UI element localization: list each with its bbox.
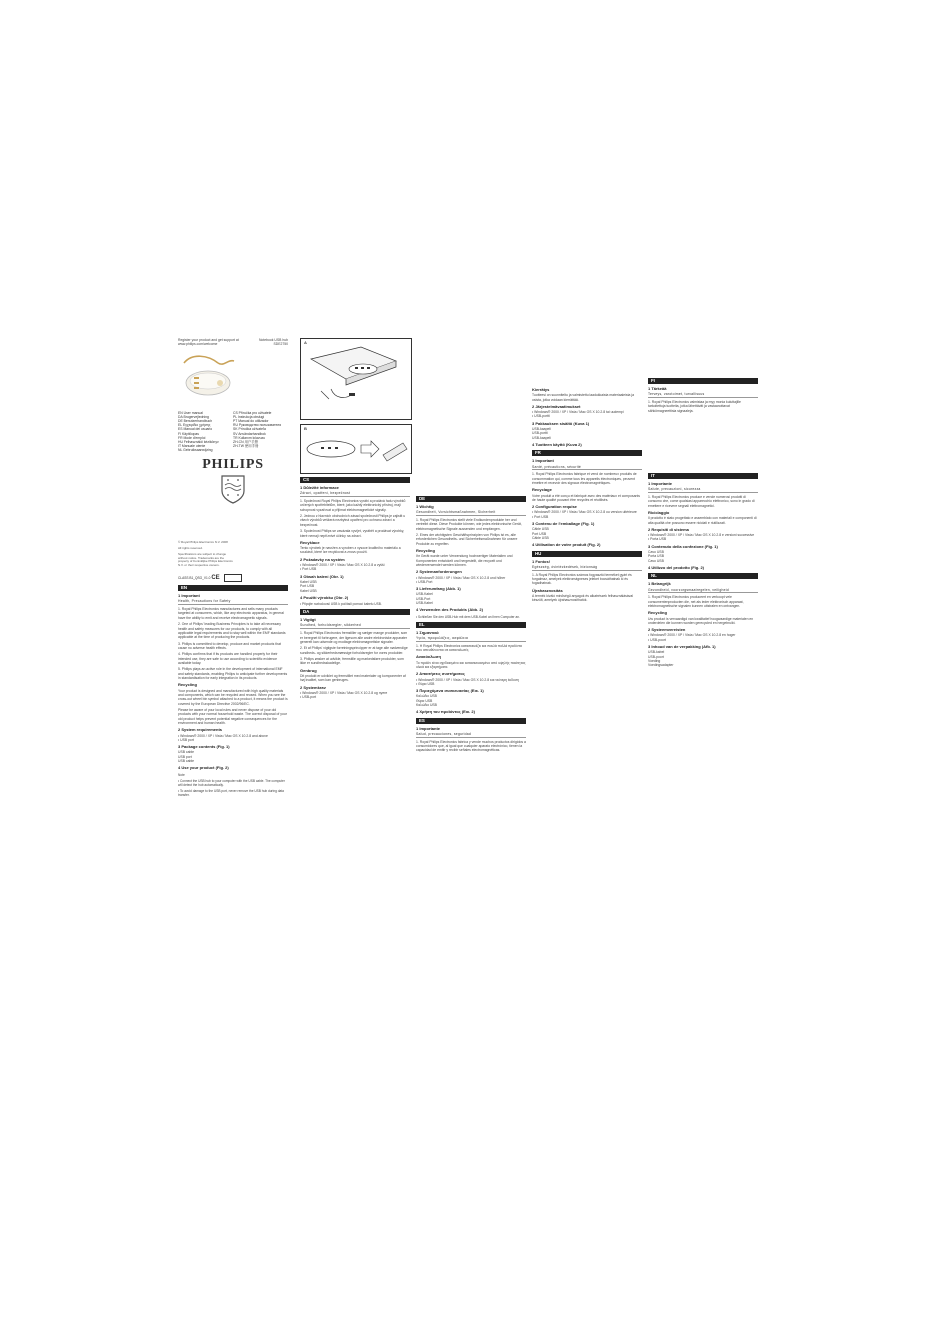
el-requirement: • Windows® 2000 / XP / Vista / Mac OS X 10.2.8 και νεότερη έκδοση — [416, 677, 519, 682]
el-heading-4: 4 Χρήση του προϊόντος (Εικ. 2) — [416, 709, 475, 715]
fi-subheading: Terveys, varotoimet, turvallisuus — [648, 392, 758, 398]
fr-heading-3: 3 Contenu de l'emballage (Fig. 1) — [532, 521, 595, 527]
figure-a — [300, 338, 412, 420]
cs-heading-3: 3 Obsah balení (Obr. 1) — [300, 573, 344, 579]
it-recycling-heading: Riciclaggio — [648, 509, 670, 515]
section-fr: FR — [532, 450, 642, 456]
nl-heading-2: 2 Systeemvereisten — [648, 627, 686, 633]
it-requirement-2: • Porta USB — [648, 537, 667, 542]
tagline-line2: www.philips.com/welcome — [178, 342, 218, 347]
fr-p1: 1. Royal Philips Electronics fabrique et vend de nombreux produits de consommation qui, comme tous les appareils électroniques, peuvent émettre et recevoir des signaux électromagnétiques. — [532, 472, 637, 485]
section-en: EN — [178, 585, 288, 591]
cs-heading-2: 2 Požadavky na systém — [300, 556, 345, 562]
section-hu: HU — [532, 551, 642, 557]
en-content-item: USB cable — [178, 750, 195, 755]
da-subheading: Sundhed, forholdsregler, sikkerhed — [300, 623, 410, 629]
it-content-item: Cavo USB — [648, 550, 664, 555]
en-recycling: Your product is designed and manufactured with high quality materials and components, which can be recycled and reused. When you see the cross-out wheel bin symbol attached to a product, it means the product is covered by the European Directive 2002/96/EC. — [178, 688, 288, 706]
da-requirement-2: • USB-port — [300, 695, 317, 700]
en-requirement-2: • USB port — [178, 737, 194, 742]
lang-item: DE Benutzerhandbuch — [178, 419, 213, 423]
specs-line1: Specifications are subject to change — [178, 551, 227, 556]
en-p1: 1. Royal Philips Electronics manufactures and sells many products targeted at consumers, which, like any electronic apparatus, in general have the ability to emit and receive electromagnetic signals. — [178, 607, 284, 620]
de-heading-2: 2 Systemanforderungen — [416, 569, 462, 575]
nl-recycling: Uw product is vervaardigd van kwalitatief hoogwaardige materialen en onderdelen die kunnen worden gerecycled en hergebruikt. — [648, 616, 754, 625]
cs-content-item: Kabel USB — [300, 588, 317, 593]
en-disposal: Please be aware of your local rules and never dispose of your old products with your normal household waste. The correct disposal of your old product helps prevent potential negative consequences for the environment and human health. — [178, 708, 287, 725]
section-de: DE — [416, 496, 526, 502]
compliance-row — [178, 574, 288, 582]
de-requirement-2: • USB-Port — [416, 579, 433, 584]
de-content-item: USB-Kabel — [416, 601, 433, 606]
it-content-item: Porta USB — [648, 554, 665, 559]
fr-recycling-heading: Recyclage — [532, 487, 552, 493]
language-list — [178, 411, 288, 453]
column-3 — [416, 338, 526, 755]
figure-b-drawing — [301, 425, 411, 473]
it-heading-4: 4 Utilizzo del prodotto (Fig. 2) — [648, 564, 704, 570]
class-code: CLASS B1_QSG_V1.0 — [178, 575, 211, 580]
hu-subheading: Egészség, óvintézkedések, biztonság — [532, 565, 642, 571]
el-heading-3: 3 Περιεχόμενα συσκευασίας (Εικ. 1) — [416, 688, 484, 694]
fr-content-item: Câble USB — [532, 527, 549, 532]
hu-p1: 1. A Royal Philips Electronics számos fogyasztói terméket gyárt és forgalmaz, amelyek elektromágneses jeleket bocsáthatnak ki és fogadhatnak. — [532, 572, 632, 586]
nl-content-item: USB-kabel — [648, 650, 665, 655]
lang-item: FR Mode d'emploi — [178, 435, 206, 440]
fr-requirement-2: • Port USB — [532, 514, 549, 519]
figure-a-label: A — [304, 340, 307, 345]
nl-content-item: USB-poort — [648, 654, 664, 659]
section-fi: FI — [648, 378, 758, 384]
philips-shield-icon — [220, 473, 246, 505]
el-requirement-2: • Θύρα USB — [416, 681, 435, 686]
cs-subheading: Zdraví, opatření, bezpečnost — [300, 491, 410, 497]
fi-heading-3: 3 Pakkauksen sisältö (Kuva 1) — [532, 420, 590, 426]
lang-item: PT Manual do utilizador — [233, 419, 269, 423]
lang-item: ES Manual del usuario — [178, 427, 213, 432]
cs-content-item: Kabel USB — [300, 579, 317, 584]
cs-p3: 3. Společnost Philips se zavázala vyvíjet, vyrábět a prodávat výrobky, které nemají nepříznivé účinky na zdraví. — [300, 529, 405, 538]
section-it: IT — [648, 473, 758, 479]
lang-item: ZH-TW 使用手冊 — [233, 444, 259, 449]
de-heading-3: 3 Lieferumfang (Abb. 1) — [416, 586, 461, 592]
cs-requirement-2: • Port USB — [300, 567, 317, 572]
es-p1: 1. Royal Philips Electronics fabrica y vende muchos productos dirigidos a consumidores que, al igual que cualquier aparato electrónico, tienen la capacidad de emitir y recibir señales electromagnéticas. — [416, 739, 526, 753]
en-note-heading: Note — [178, 772, 185, 777]
en-p2: 2. One of Philips' leading Business Principles is to take all necessary health and safety measures for our products, to comply with all applicable legal requirements and to stay well within the EMF standards applicable at the time of producing the products. — [178, 622, 286, 640]
nl-p1: 1. Royal Philips Electronics produceert en verkoopt vele consumentenproducten die, net als ieder elektronisch apparaat, elektromagnetische signalen kunnen uitstralen en ontvangen. — [648, 595, 744, 608]
fi-requirement: • Windows® 2000 / XP / Vista / Mac OS X 10.2.8 tai uudempi — [532, 410, 624, 415]
en-p5: 5. Philips plays an active role in the development of international EMF and safety standards, enabling Philips to anticipate further developments in standardisation for early integration in its products. — [178, 667, 288, 681]
de-recycling: Ihr Gerät wurde unter Verwendung hochwertiger Materialien und Komponenten entwickelt und hergestellt, die recycelt und wiederverwendet werden können. — [416, 554, 513, 567]
de-heading-4: 4 Verwenden des Produkts (Abb. 2) — [416, 607, 483, 613]
figure-b-label: B — [304, 426, 307, 431]
it-p1: 1. Royal Philips Electronics produce e vende numerosi prodotti di consumo che, come qualsiasi apparecchio elettronico, sono in grado di emettere e ricevere segnali elettromagnetici. — [648, 495, 755, 508]
de-content-item: USB-Kabel — [416, 592, 433, 597]
de-p2: 2. Eines der wichtigsten Geschäftsprinzipien von Philips ist es, alle erforderlichen Gesundheits- und Sicherheitsmaßnahmen für unsere Produkte zu ergreifen. — [416, 533, 518, 546]
lang-item: ZH-CN 用户手册 — [233, 440, 259, 445]
nl-heading-3: 3 Inhoud van de verpakking (Afb. 1) — [648, 644, 716, 649]
it-subheading: Salute, precauzioni, sicurezza — [648, 487, 758, 493]
footer-block — [178, 541, 288, 582]
lang-item: SV Användarhandbok — [233, 431, 266, 436]
lang-item: TR Kullanım kılavuzu — [233, 435, 266, 440]
ce-mark-icon: CE — [211, 574, 220, 581]
da-p2: 2. Et af Philips' vigtigste forretningsprincipper er at tage alle nødvendige sundheds- og sikkerhedsmæssige forholdsregler for vores produkter. — [300, 646, 408, 655]
nl-heading-1: 1 Belangrijk — [648, 581, 671, 587]
column-2 — [300, 338, 410, 699]
el-heading-1: 1 Σημαντικό — [416, 629, 439, 635]
en-heading-4: 4 Use your product (Fig. 2) — [178, 765, 229, 771]
cs-requirement: • Windows® 2000 / XP / Vista / Mac OS X 10.2.8 a vyšší — [300, 563, 385, 568]
fr-subheading: Santé, précautions, sécurité — [532, 465, 642, 471]
en-content-item: USB port — [178, 754, 192, 759]
column-4 — [532, 338, 642, 605]
el-content-item: Καλώδιο USB — [416, 694, 437, 699]
fi-heading-2: 2 Järjestelmävaatimukset — [532, 403, 581, 409]
copyright: © Royal Philips Electronics N.V. 2008 — [178, 539, 228, 544]
fi-recycling: Tuotteesi on suunniteltu ja valmistettu laadukkaista materiaaleista ja osista, jotka voidaan kierrättää. — [532, 393, 635, 402]
it-recycling: Il prodotto è stato progettato e assemblato con materiali e componenti di alta qualità che possono essere riciclati e riutilizzati. — [648, 516, 757, 525]
da-requirement: • Windows® 2000 / XP / Vista / Mac OS X 10.2.8 og nyere — [300, 690, 388, 695]
fr-recycling: Votre produit a été conçu et fabriqué avec des matériaux et composants de haute qualité pouvant être recyclés et réutilisés. — [532, 493, 640, 502]
el-content-item: Θύρα USB — [416, 698, 433, 703]
it-heading-3: 3 Contenuto della confezione (Fig. 1) — [648, 543, 718, 549]
specs-line4: N.V. or their respective owners. — [178, 563, 220, 568]
lang-item: EL Εγχειρίδιο χρήσης — [178, 423, 211, 428]
fi-content-item: USB-portti — [532, 431, 548, 436]
en-note-2: • To avoid damage to the USB port, never remove the USB hub during data transfer. — [178, 788, 284, 797]
it-heading-2: 2 Requisiti di sistema — [648, 526, 689, 532]
fi-requirement-2: • USB-portti — [532, 414, 550, 419]
fi-content-item: USB-kaapeli — [532, 427, 551, 432]
cs-p1: 1. Společnost Royal Philips Electronics vyrábí a prodává řadu výrobků určených spotřebitelům, které, jako každý elektronický přístroj, mají schopnost vyzařovat a přijímat elektromagnetické signály. — [300, 499, 406, 512]
usb-hub-product-image — [178, 349, 240, 405]
fr-heading-2: 2 Configuration requise — [532, 504, 577, 510]
en-content-item: USB cable — [178, 759, 195, 764]
el-content-item: Καλώδιο USB — [416, 702, 437, 707]
fi-content-item: USB-kaapeli — [532, 435, 551, 440]
fr-heading-4: 4 Utilisation de votre produit (Fig. 2) — [532, 542, 601, 548]
lang-item: RU Руководство пользователя — [233, 423, 282, 428]
da-heading-2: 2 Systemkrav — [300, 684, 326, 690]
lang-item: FI Käyttöopas — [178, 431, 199, 436]
rights: All rights reserved. — [178, 545, 203, 550]
da-recycling: Dit produkt er udviklet og fremstillet med materialer og komponenter af høj kvalitet, som kan genbruges. — [300, 673, 406, 683]
cs-note: • Připojte rozbočovač USB k počítači pomocí kabelu USB. — [300, 602, 382, 607]
en-subheading: Health, Precautions for Safety — [178, 599, 288, 605]
el-subheading: Υγεία, προφυλάξεις, ασφάλεια — [416, 636, 526, 642]
recycle-mark-icon — [224, 574, 242, 582]
de-requirement: • Windows® 2000 / XP / Vista / Mac OS X 10.2.8 und höher — [416, 575, 506, 580]
philips-logo: PHILIPS — [202, 456, 264, 472]
en-heading-2: 2 System requirements — [178, 727, 223, 733]
fi-heading-1: 1 Tärkeää — [648, 386, 667, 391]
el-heading-2: 2 Απαιτήσεις συστήματος — [416, 671, 465, 677]
lang-item: DA Brugervejledning — [178, 414, 209, 419]
it-heading-1: 1 Importante — [648, 480, 673, 486]
column-5 — [648, 338, 758, 667]
en-recycling-heading: Recycling — [178, 682, 197, 688]
de-recycling-heading: Recycling — [416, 548, 435, 554]
da-p1: 1. Royal Philips Electronics fremstiller og sælger mange produkter, som er beregnet til forbrugere, der ligesom alle andre elektroniske apparater generelt kan udsende og modtage elektromagnetiske signaler. — [300, 631, 408, 644]
section-es: ES — [416, 718, 526, 724]
model-number: SDE2750 — [273, 342, 288, 347]
de-content-item: USB-Port — [416, 596, 431, 601]
es-subheading: Salud, precauciones, seguridad — [416, 732, 526, 738]
en-requirement: • Windows® 2000 / XP / Vista / Mac OS X 10.2.8 and above — [178, 733, 268, 738]
hu-heading-1: 1 Fontos! — [532, 558, 550, 564]
da-p3: 3. Philips ønsker at udvikle, fremstille og markedsføre produkter, som ikke er sundhedsskadelige. — [300, 657, 404, 666]
figure-b — [300, 424, 412, 474]
section-el: EL — [416, 622, 526, 628]
figure-a-drawing — [301, 339, 411, 419]
en-p4: 4. Philips confirms that if its products are handled properly for their intended use, they are safe to use according to scientific evidence available today. — [178, 652, 278, 665]
fr-heading-1: 1 Important — [532, 458, 554, 464]
nl-content-item: Voeding — [648, 658, 661, 663]
cs-recycling: Tento výrobek je navržen a vyroben z vysoce kvalitního materiálu a součástí, které lze recyklovat a znovu použít. — [300, 546, 401, 555]
es-heading-1: 1 Importante — [416, 725, 441, 731]
lang-item: EN User manual — [178, 410, 203, 415]
tagline-line1: Register your product and get support at — [178, 338, 239, 342]
de-subheading: Gesundheit, Vorsichtsmaßnahmen, Sicherheit — [416, 510, 526, 516]
nl-subheading: Gezondheid, voorzorgsmaatregelen, veiligheid — [648, 588, 758, 594]
fr-requirement: • Windows® 2000 / XP / Vista / Mac OS X 10.2.8 ou version ultérieure — [532, 510, 637, 515]
en-heading-3: 3 Package contents (Fig. 1) — [178, 744, 230, 750]
section-nl: NL — [648, 573, 758, 579]
product-name: Notebook USB hub — [258, 338, 288, 342]
fr-content-item: Port USB — [532, 531, 547, 536]
fi-recycling-heading: Kierrätys — [532, 387, 550, 392]
en-heading-1: 1 Important — [178, 593, 200, 599]
el-p1: 1. Η Royal Philips Electronics κατασκευάζει και πουλά πολλά προϊόντα που απευθύνονται σε καταναλωτές. — [416, 643, 522, 653]
lang-item: PL Instrukcja obsługi — [233, 414, 265, 419]
nl-requirement-2: • USB-poort — [648, 637, 666, 642]
cover-header — [178, 338, 288, 347]
cs-recycling-heading: Recyklace — [300, 539, 320, 545]
da-recycling-heading: Genbrug — [300, 667, 317, 673]
cs-heading-4: 4 Použití výrobku (Obr. 2) — [300, 594, 349, 600]
nl-requirement: • Windows® 2000 / XP / Vista / Mac OS X 10.2.8 en hoger — [648, 633, 736, 638]
fi-heading-4: 4 Tuotteen käyttö (Kuva 2) — [532, 441, 582, 447]
el-recycling: Το προϊόν είναι σχεδιασμένο και κατασκευασμένο από υψηλής ποιότητας υλικά και εξαρτήματα. — [416, 660, 526, 669]
it-content-item: Cavo USB — [648, 558, 664, 563]
el-recycling-heading: Ανακύκλωση — [416, 654, 441, 660]
en-note: • Connect the USB hub to your computer with the USB cable. The computer will detect the hub automatically. — [178, 778, 285, 787]
lang-item: NL Gebruiksaanwijzing — [178, 448, 213, 453]
manual-sheet — [178, 338, 758, 1010]
cs-content-item: Port USB — [300, 584, 315, 589]
nl-content-item: Voedingsadapter — [648, 663, 674, 668]
nl-recycling-heading: Recycling — [648, 610, 667, 616]
de-heading-1: 1 Wichtig — [416, 504, 434, 509]
hu-recycling-heading: Újrahasznosítás — [532, 587, 563, 593]
section-da: DA — [300, 609, 410, 615]
specs-line3: property of Koninklijke Philips Electronics — [178, 559, 233, 564]
lang-item: CS Příručka pro uživatele — [233, 410, 272, 415]
specs-line2: without notice. Trademarks are the — [178, 555, 225, 560]
da-heading-1: 1 Vigtigt — [300, 617, 316, 623]
column-1 — [178, 338, 288, 799]
de-note: • Schließen Sie den USB-Hub mit dem USB-Kabel an Ihren Computer an. — [416, 614, 520, 619]
section-cs: CS — [300, 477, 410, 483]
de-p1: 1. Royal Philips Electronics stellt viele Endkundenprodukte her und vertreibt diese. Diese Produkte können, wie jedes elektronische Gerät, elektromagnetische Signale aussenden und empfangen. — [416, 518, 522, 531]
lang-item: HU Felhasználói kézikönyv — [178, 440, 219, 445]
hu-recycling: A termék kiváló minőségű anyagok és alkatrészek felhasználásával készült, amelyek újrahasznosíthatók. — [532, 593, 634, 603]
fr-content-item: Câble USB — [532, 535, 549, 540]
it-requirement: • Windows® 2000 / XP / Vista / Mac OS X 10.2.8 e versioni successive — [648, 533, 755, 538]
fi-p1: 1. Royal Philips Electronics valmistaa ja myy monia kuluttajille tarkoitettuja tuotteita, jotka lähettävät ja vastaanottavat sähkömagneettisia signaaleja. — [648, 400, 741, 413]
cs-p2: 2. Jednou z hlavních obchodních zásad společnosti Philips je zajistit u všech výrobků veškerá nezbytná opatření pro ochranu zdraví a bezpečnost. — [300, 514, 406, 527]
en-p3: 3. Philips is committed to develop, produce and market products that cause no adverse health effects. — [178, 641, 281, 650]
cs-heading-1: 1 Důležité informace — [300, 485, 339, 490]
lang-item: IT Manuale utente — [178, 444, 206, 449]
lang-item: SK Príručka užívateľa — [233, 427, 266, 432]
